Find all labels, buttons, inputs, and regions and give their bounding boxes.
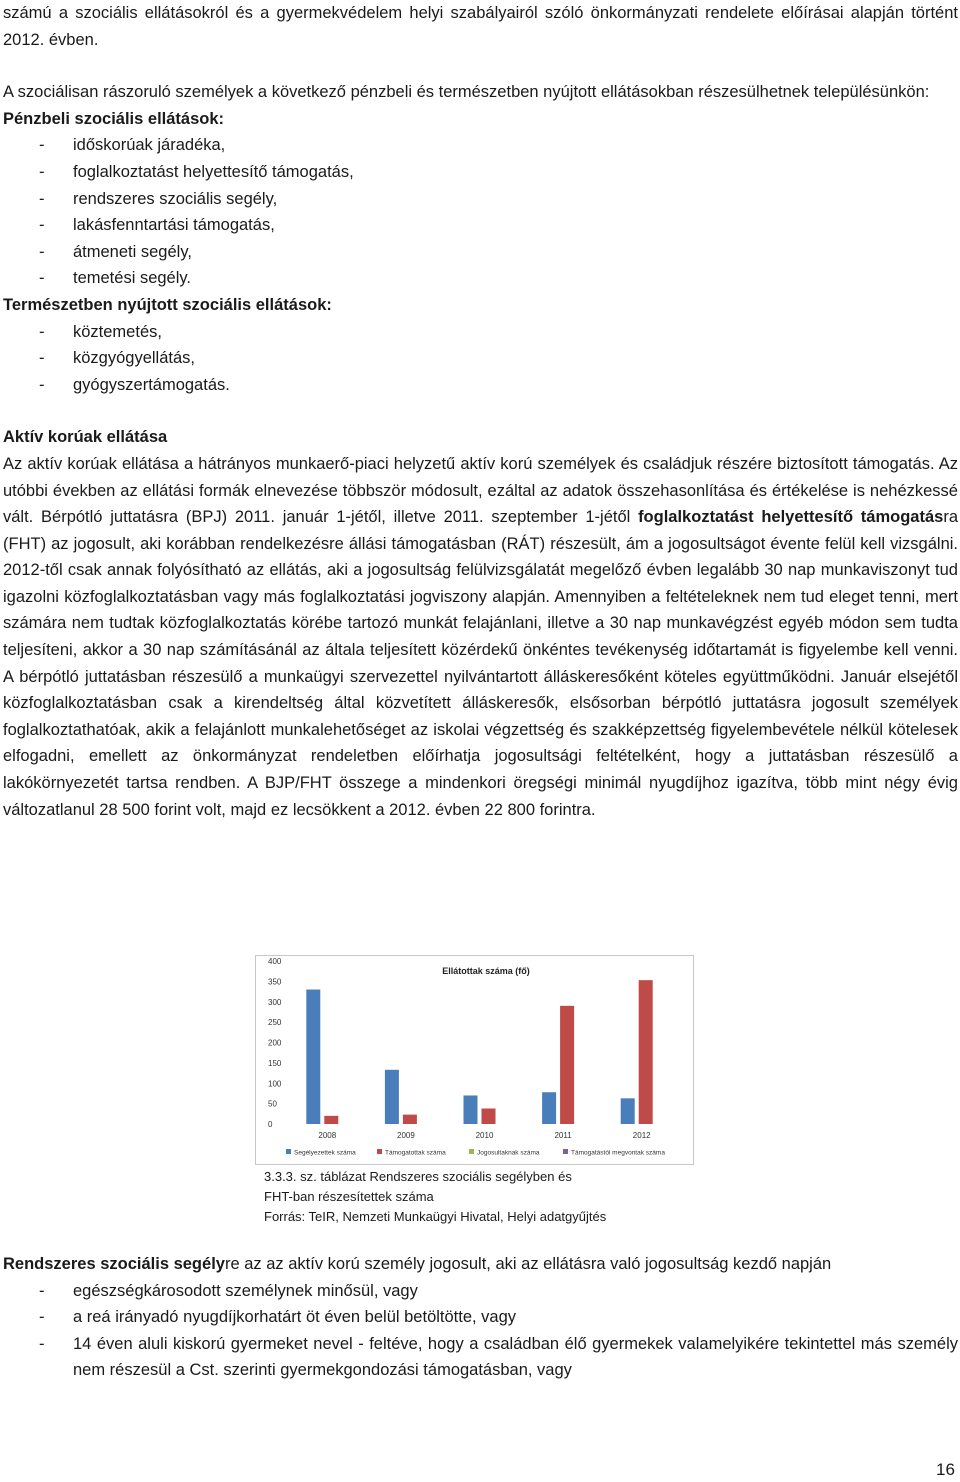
dash-bullet: - — [39, 349, 45, 368]
x-tick-label: 2012 — [632, 1131, 651, 1140]
x-axis — [318, 1131, 651, 1140]
intro-paragraph: számú a szociális ellátásokról és a gyermekvédelem helyi szabályairól szóló önkormányzati rendelete előírásai alapján történt 2012. évben. — [3, 4, 958, 49]
list-item: - lakásfenntartási támogatás, — [3, 212, 958, 239]
cash-heading: Pénzbeli szociális ellátások: — [3, 109, 225, 128]
x-tick-label: 2010 — [475, 1131, 494, 1140]
y-tick-label: 350 — [268, 977, 282, 987]
bar-segélyezettek-száma-2012 — [621, 1098, 635, 1124]
legend-label: Jogosultaknak száma — [477, 1149, 540, 1157]
legend — [286, 1149, 665, 1157]
bar-segélyezettek-száma-2008 — [306, 990, 320, 1124]
inkind-heading: Természetben nyújtott szociális ellátások: — [3, 295, 332, 314]
bar-chart — [256, 956, 693, 1164]
bar-támogatottak-száma-2012 — [639, 980, 653, 1124]
bar-segélyezettek-száma-2009 — [385, 1070, 399, 1124]
list-item: - 14 éven aluli kiskorú gyermeket nevel - feltéve, hogy a családban élő gyermekek valamelyikére tekintettel más személy nem részesül a Cst. szerinti gyermekgondozási támogatásban, vagy — [3, 1331, 958, 1384]
list-item: - közgyógyellátás, — [3, 345, 958, 372]
dash-bullet: - — [39, 162, 45, 181]
active-bold-term: foglalkoztatást helyettesítő támogatás — [638, 508, 944, 527]
list-item: - köztemetés, — [3, 319, 958, 346]
chart-caption — [264, 1167, 606, 1227]
y-axis — [268, 957, 282, 1129]
bar-segélyezettek-száma-2011 — [542, 1092, 556, 1124]
dash-bullet: - — [39, 375, 45, 394]
bar-támogatottak-száma-2008 — [324, 1116, 338, 1124]
dash-bullet: - — [39, 216, 45, 235]
dash-bullet: - — [39, 189, 45, 208]
legend-label: Támogatottak száma — [385, 1149, 446, 1157]
rsz-paragraph: Rendszeres szociális segélyre az az aktív korú személy jogosult, aki az ellátásra való jogosultság kezdő napján — [3, 1255, 832, 1273]
list-item: - gyógyszertámogatás. — [3, 372, 958, 399]
caption-source: Forrás: TeIR, Nemzeti Munkaügyi Hivatal, Helyi adatgyűjtés — [264, 1209, 607, 1224]
chart-title: Ellátottak száma (fő) — [442, 966, 530, 976]
legend-swatch — [563, 1149, 568, 1154]
legend-label: Segélyezettek száma — [294, 1149, 356, 1157]
list-item: - egészségkárosodott személynek minősül, vagy — [3, 1278, 958, 1305]
caption-line: FHT-ban részesítettek száma — [264, 1189, 434, 1204]
inkind-list — [3, 319, 958, 399]
y-tick-label: 150 — [268, 1058, 282, 1068]
dash-bullet: - — [39, 1308, 45, 1327]
dash-bullet: - — [39, 136, 45, 155]
list-item: - rendszeres szociális segély, — [3, 186, 958, 213]
legend-swatch — [377, 1149, 382, 1154]
active-heading: Aktív korúak ellátása — [3, 428, 168, 447]
rsz-list — [3, 1278, 958, 1384]
rsz-section — [3, 1251, 958, 1384]
list-item: - átmeneti segély, — [3, 239, 958, 266]
x-tick-label: 2011 — [554, 1131, 572, 1140]
y-tick-label: 200 — [268, 1038, 282, 1048]
bar-segélyezettek-száma-2010 — [464, 1095, 478, 1124]
y-tick-label: 300 — [268, 997, 282, 1007]
y-tick-label: 50 — [268, 1099, 277, 1109]
legend-swatch — [286, 1149, 291, 1154]
y-tick-label: 0 — [268, 1120, 273, 1129]
chart-container — [255, 955, 694, 1165]
list-item: - temetési segély. — [3, 265, 958, 292]
cash-list — [3, 132, 958, 292]
legend-label: Támogatástól megvontak száma — [571, 1149, 665, 1157]
y-tick-label: 100 — [268, 1079, 282, 1089]
list-item: - a reá irányadó nyugdíjkorhatárt öt éven belül betöltötte, vagy — [3, 1304, 958, 1331]
dash-bullet: - — [39, 269, 45, 288]
bar-támogatottak-száma-2009 — [403, 1115, 417, 1124]
y-tick-label: 400 — [268, 957, 282, 966]
list-item: - időskorúak járadéka, — [3, 132, 958, 159]
x-tick-label: 2008 — [318, 1131, 337, 1140]
active-paragraph: Az aktív korúak ellátása a hátrányos munkaerő-piaci helyzetű aktív korú személyek és családjuk részére biztosított támogatás. Az utóbbi években az ellátási formák elnevezése többször módosult, ezáltal az adatok összehasonlítása és értékelése is nehézkessé vált. Bérpótló juttatásra (BPJ) 2011. január 1-jétől, illetve 2011. szeptember 1-jétől foglalkoztatást helyettesítő támogatásra (FHT) az jogosult, aki korábban rendelkezésre állási támogatásban (RÁT) részesült, ám a jogosultságot évente felül kell vizsgálni. 2012-től csak annak folyósítható az ellátás, aki a jogosultság felülvizsgálatát megelőző évben legalább 30 nap munkaviszonyt tud igazolni közfoglalkoztatásban vagy más foglalkoztatási jogviszony alapján. Amennyiben a feltételeknek nem tud eleget tenni, mert számára nem tudtak közfoglalkoztatás körébe tartozó munkát felajánlani, illetve a 30 nap munkavégzést egyéb módon sem tudta teljesíteni, akkor a 30 nap számításánál az általa teljesített közérdekű önkéntes tevékenység időtartamát is figyelembe kell venni. A bérpótló juttatásban részesülő a munkaügyi szervezettel nyilvántartott álláskeresőként köteles együttműködni. Január elsejétől közfoglalkoztatásban csak a kirendeltség által közvetített álláskeresők, elsősorban bérpótló juttatásra jogosult személyek foglalkoztathatóak, akik a felajánlott munkalehetőséget az iskolai végzettség és szakképzettség figyelembevétele nélkül kötelesek elfogadni, emellett az önkormányzat rendeletben előírhatja jogosultsági feltételként, hogy a juttatásban részesülő a lakókörnyezetét tartsa rendben. A BJP/FHT összege a mindenkori öregségi minimál nyugdíjhoz igazítva, több mint négy évig változatlanul 28 500 forint volt, majd ez lecsökkent a 2012. évben 22 800 forintra. — [3, 454, 958, 819]
list-item: - foglalkoztatást helyettesítő támogatás, — [3, 159, 958, 186]
dash-bullet: - — [39, 242, 45, 261]
bars — [306, 980, 652, 1124]
x-tick-label: 2009 — [397, 1131, 415, 1140]
bar-támogatottak-száma-2010 — [482, 1109, 496, 1124]
page-number: 16 — [936, 1460, 955, 1479]
services-intro: A szociálisan rászoruló személyek a következő pénzbeli és természetben nyújtott ellátásokban részesülhetnek településünkön: — [3, 83, 930, 102]
document-body — [3, 0, 958, 823]
dash-bullet: - — [39, 322, 45, 341]
dash-bullet: - — [39, 1334, 45, 1353]
y-tick-label: 250 — [268, 1018, 282, 1028]
legend-swatch — [469, 1149, 474, 1154]
caption-line: 3.3.3. sz. táblázat Rendszeres szociális segélyben és — [264, 1169, 572, 1184]
bar-támogatottak-száma-2011 — [560, 1006, 574, 1124]
dash-bullet: - — [39, 1281, 45, 1300]
rsz-bold-term: Rendszeres szociális segély — [3, 1255, 225, 1273]
